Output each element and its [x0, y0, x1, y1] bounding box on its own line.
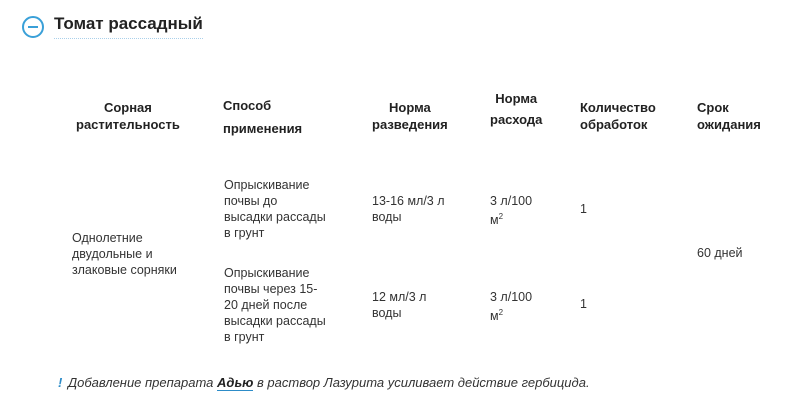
- cell-weeds: Однолетние двудольные и злаковые сорняки: [72, 231, 177, 277]
- cell-rate-1-sup: 2: [498, 212, 504, 221]
- header-waiting: Срок ожидания: [697, 100, 761, 132]
- cell-method-1: Опрыскивание почвы до высадки рассады в грунт: [224, 178, 326, 240]
- collapse-icon[interactable]: [22, 16, 44, 38]
- cell-rate-2: [490, 289, 532, 324]
- cell-rate-1: [490, 193, 532, 228]
- cell-rate-1-value: 3 л/100 м: [490, 194, 533, 228]
- exclamation-icon: !: [58, 375, 63, 390]
- header-weeds: Сорная растительность: [76, 100, 180, 132]
- cell-dilution-2: 12 мл/3 л воды: [372, 290, 427, 320]
- header-method: Способ применения: [223, 98, 303, 136]
- cell-rate-2-sup: 2: [498, 308, 504, 317]
- cell-method-2: Опрыскивание почвы через 15- 20 дней после высадки рассады в грунт: [224, 266, 326, 344]
- product-link[interactable]: Адью: [217, 375, 254, 390]
- header-count: Количество обработок: [580, 100, 656, 132]
- cell-waiting: 60 дней: [697, 246, 743, 260]
- cell-count-2: 1: [580, 297, 587, 311]
- cell-rate-2-value: 3 л/100 м: [490, 290, 533, 324]
- footnote-text-before: Добавление препарата: [64, 375, 218, 390]
- cell-dilution-1: 13-16 мл/3 л воды: [372, 194, 445, 224]
- footnote: [58, 374, 590, 392]
- header-dilution: Норма разведения: [372, 100, 448, 132]
- cell-count-1: 1: [580, 202, 587, 216]
- section-header[interactable]: [22, 14, 203, 39]
- header-rate: Норма расхода: [490, 91, 543, 127]
- footnote-text-after: в раствор Лазурита усиливает действие гербицида.: [253, 375, 590, 390]
- section-title: Томат рассадный: [54, 14, 203, 39]
